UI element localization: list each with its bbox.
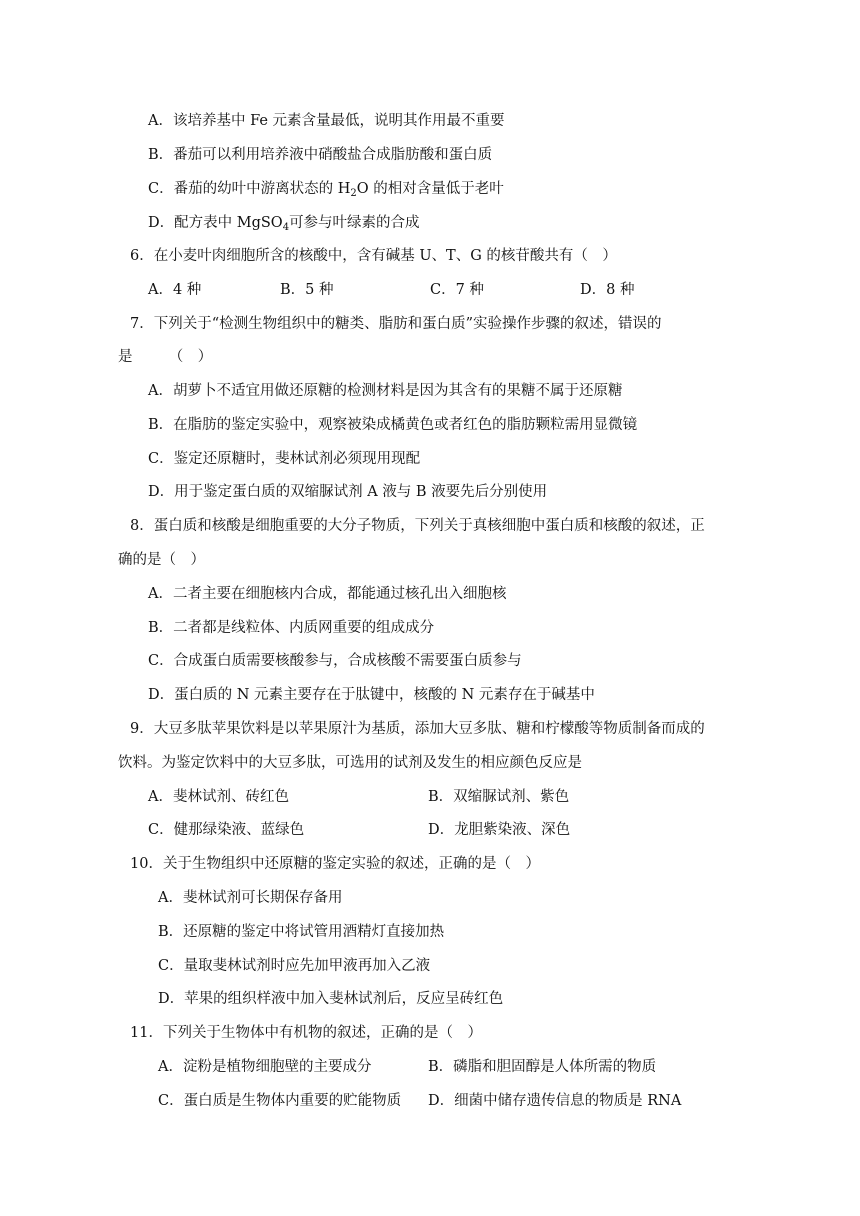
q8-stem-line1: 8．蛋白质和核酸是细胞重要的大分子物质，下列关于真核细胞中蛋白质和核酸的叙述，正 (130, 518, 705, 534)
q9-stem-line1: 9．大豆多肽苹果饮料是以苹果原汁为基质，添加大豆多肽、糖和柠檬酸等物质制备而成的 (130, 721, 705, 737)
q10-option-b: B．还原糖的鉴定中将试管用酒精灯直接加热 (158, 924, 445, 940)
q7-option-c: C．鉴定还原糖时，斐林试剂必须现用现配 (148, 451, 421, 467)
q9-stem-line2: 饮料。为鉴定饮料中的大豆多肽，可选用的试剂及发生的相应颜色反应是 (118, 755, 582, 771)
q5-option-d: D．配方表中 MgSO$_4$可参与叶绿素的合成 (148, 215, 420, 233)
q8-option-b: B．二者都是线粒体、内质网重要的组成成分 (148, 620, 435, 636)
q10-option-d: D．苹果的组织样液中加入斐林试剂后，反应呈砖红色 (158, 991, 504, 1007)
q10-option-c: C．量取斐林试剂时应先加甲液再加入乙液 (158, 958, 431, 974)
q5-option-c: C．番茄的幼叶中游离状态的 $H_2O$ 的相对含量低于老叶 (148, 181, 504, 199)
q8-stem-line2: 确的是（ ） (118, 552, 205, 568)
q9-option-c: C．健那绿染液、蓝绿色 (148, 822, 305, 838)
q11-option-c: C．蛋白质是生物体内重要的贮能物质 (158, 1093, 402, 1109)
q7-stem-line1: 7．下列关于“检测生物组织中的糖类、脂肪和蛋白质”实验操作步骤的叙述，错误的 (130, 316, 662, 332)
q11-option-a: A．淀粉是植物细胞壁的主要成分 (158, 1059, 372, 1075)
q7-option-b: B．在脂肪的鉴定实验中，观察被染成橘黄色或者红色的脂肪颗粒需用显微镜 (148, 417, 638, 433)
q6-option-d: D．8 种 (580, 282, 635, 298)
q11-stem: 11．下列关于生物体中有机物的叙述，正确的是（ ） (130, 1025, 482, 1041)
q9-option-a: A．斐林试剂、砖红色 (148, 789, 289, 805)
q11-option-d: D．细菌中储存遗传信息的物质是 RNA (428, 1093, 682, 1109)
q7-option-a: A．胡萝卜不适宜用做还原糖的检测材料是因为其含有的果糖不属于还原糖 (148, 383, 623, 399)
q10-stem: 10．关于生物组织中还原糖的鉴定实验的叙述，正确的是（ ） (130, 856, 540, 872)
q6-option-b: B．5 种 (280, 282, 334, 298)
q8-option-a: A．二者主要在细胞核内合成，都能通过核孔出入细胞核 (148, 586, 507, 602)
q11-option-b: B．磷脂和胆固醇是人体所需的物质 (428, 1059, 657, 1075)
q8-option-d: D．蛋白质的 N 元素主要存在于肽键中，核酸的 N 元素存在于碱基中 (148, 687, 595, 703)
q6-option-c: C．7 种 (430, 282, 484, 298)
q6-stem: 6．在小麦叶肉细胞所含的核酸中，含有碱基 U、T、G 的核苷酸共有（ ） (130, 248, 617, 264)
q8-option-c: C．合成蛋白质需要核酸参与，合成核酸不需要蛋白质参与 (148, 653, 522, 669)
q10-option-a: A．斐林试剂可长期保存备用 (158, 890, 343, 906)
q9-option-b: B．双缩脲试剂、紫色 (428, 789, 570, 805)
q7-stem-line2: 是 （ ） (118, 349, 213, 365)
q5-option-a: A．该培养基中 Fe 元素含量最低，说明其作用最不重要 (148, 113, 505, 129)
q6-option-a: A．4 种 (148, 282, 202, 298)
q7-option-d: D．用于鉴定蛋白质的双缩脲试剂 A 液与 B 液要先后分别使用 (148, 484, 548, 500)
q5-option-b: B．番茄可以利用培养液中硝酸盐合成脂肪酸和蛋白质 (148, 147, 493, 163)
q9-option-d: D．龙胆紫染液、深色 (428, 822, 571, 838)
